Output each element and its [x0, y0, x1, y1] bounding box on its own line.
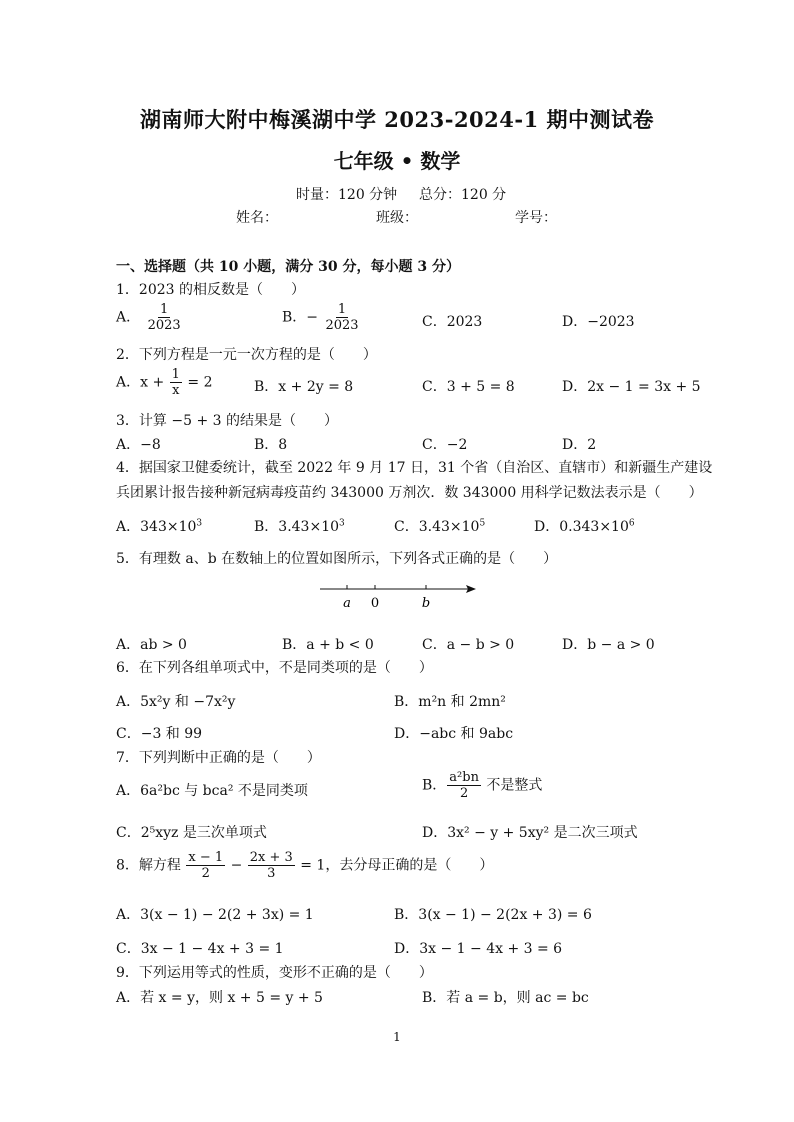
q6-stem: 6．在下列各组单项式中，不是同类项的是（ ）: [116, 660, 433, 676]
q7-b-fraction: [447, 770, 481, 801]
number-line-figure: [316, 580, 481, 616]
student-id-label: 学号：: [515, 210, 557, 226]
q8-f1-numerator: x − 1: [188, 850, 224, 865]
q8-option-c: C．3x − 1 − 4x + 3 = 1: [116, 941, 284, 957]
q8-stem: [116, 850, 493, 881]
q7-b-post: 不是整式: [481, 777, 543, 794]
q5-option-d: D．b − a > 0: [562, 637, 655, 653]
q1-b-denominator: 2023: [325, 318, 359, 333]
q4-option-b: [254, 516, 345, 536]
q4-b-label: B．: [254, 519, 279, 535]
exam-title: 湖南师大附中梅溪湖中学 2023-2024-1 期中测试卷: [139, 107, 655, 132]
exam-subtitle: 七年级 • 数学: [333, 149, 461, 173]
q3-stem: 3．计算 −5 + 3 的结果是（ ）: [116, 413, 338, 429]
q3-option-c: C．−2: [422, 437, 468, 453]
q4-a-base: 343×10: [140, 519, 197, 535]
q8-option-d: D．3x − 1 − 4x + 3 = 6: [394, 941, 563, 957]
q8-f2-numerator: 2x + 3: [249, 850, 293, 865]
q8-f1-denominator: 2: [201, 866, 210, 881]
q2-a-pre: x +: [140, 374, 169, 391]
q1-option-d: D．−2023: [562, 314, 635, 330]
page-number: 1: [393, 1030, 401, 1044]
q2-stem: 2．下列方程是一元一次方程的是（ ）: [116, 347, 377, 363]
q3-option-a: A．−8: [116, 437, 161, 453]
q2-a-post: = 2: [182, 374, 213, 391]
q7-option-b: [422, 770, 542, 801]
q8-fraction-2: [248, 850, 295, 881]
q8-fraction-1: [186, 850, 225, 881]
q4-b-base: 3.43×10: [278, 519, 340, 535]
q7-b-numerator: a²bn: [449, 770, 479, 785]
q7-b-label: B．: [422, 777, 447, 794]
q1-stem: 1．2023 的相反数是（ ）: [116, 282, 305, 298]
q3-option-d: D．2: [562, 437, 597, 453]
q1-b-label: B．: [282, 309, 307, 326]
q6-option-a: A．5x²y 和 −7x²y: [116, 694, 236, 710]
name-label: 姓名：: [236, 210, 278, 226]
q1-b-numerator: 1: [337, 302, 347, 317]
total-score: 总分：120 分: [419, 187, 507, 203]
q7-option-a: A．6a²bc 与 bca² 不是同类项: [116, 783, 308, 799]
axis-label-b: b: [421, 596, 431, 611]
q1-a-fraction: [146, 302, 183, 333]
q1-a-label: A．: [116, 309, 141, 326]
q7-option-c: C．2⁵xyz 是三次单项式: [116, 825, 267, 841]
q5-option-b: B．a + b < 0: [282, 637, 374, 653]
q8-stem-pre: 8．解方程: [116, 857, 186, 874]
q1-option-a: [116, 302, 184, 333]
q4-a-label: A．: [116, 519, 141, 535]
q1-a-denominator: 2023: [147, 318, 181, 333]
q4-c-base: 3.43×10: [418, 519, 480, 535]
q6-option-d: D．−abc 和 9abc: [394, 726, 514, 742]
q4-stem-line2: 兵团累计报告接种新冠病毒疫苗约 343000 万剂次．数 343000 用科学记数法表示是（ ）: [116, 485, 703, 501]
q4-a-exponent: 3: [196, 518, 203, 529]
q4-b-exponent: 3: [339, 518, 345, 529]
q5-stem: 5．有理数 a、b 在数轴上的位置如图所示，下列各式正确的是（ ）: [116, 551, 558, 567]
q2-a-fraction: [170, 367, 182, 398]
q1-option-b: [282, 302, 362, 333]
q2-a-denominator: x: [172, 383, 180, 398]
q9-stem: 9．下列运用等式的性质，变形不正确的是（ ）: [116, 965, 433, 981]
q4-c-exponent: 5: [479, 518, 486, 529]
q4-option-a: [116, 516, 202, 536]
class-label: 班级：: [376, 210, 418, 226]
q6-option-b: B．m²n 和 2mn²: [394, 694, 506, 710]
q8-stem-post: = 1，去分母正确的是（ ）: [295, 857, 494, 874]
q1-a-numerator: 1: [159, 302, 169, 317]
q8-option-b: B．3(x − 1) − 2(2x + 3) = 6: [394, 907, 592, 923]
q4-option-d: [534, 516, 635, 536]
q4-option-c: [394, 516, 485, 536]
q9-option-a: A．若 x = y，则 x + 5 = y + 5: [116, 990, 323, 1006]
q2-option-a: [116, 367, 212, 398]
q7-option-d: D．3x² − y + 5xy² 是二次三项式: [422, 825, 638, 841]
q2-option-b: B．x + 2y = 8: [254, 379, 354, 395]
section-heading: 一、选择题（共 10 小题，满分 30 分，每小题 3 分）: [116, 259, 460, 275]
q2-option-d: D．2x − 1 = 3x + 5: [562, 379, 701, 395]
q6-option-c: C．−3 和 99: [116, 726, 203, 742]
q4-d-base: 0.343×10: [559, 519, 629, 535]
q8-option-a: A．3(x − 1) − 2(2 + 3x) = 1: [116, 907, 314, 923]
q2-a-numerator: 1: [171, 367, 180, 382]
q8-f2-denominator: 3: [267, 866, 276, 881]
q2-option-c: C．3 + 5 = 8: [422, 379, 515, 395]
q2-a-label: A．: [116, 374, 141, 391]
axis-label-zero: 0: [370, 596, 380, 611]
q5-option-c: C．a − b > 0: [422, 637, 515, 653]
q4-d-exponent: 6: [628, 518, 635, 529]
q9-option-b: B．若 a = b，则 ac = bc: [422, 990, 589, 1006]
q7-stem: 7．下列判断中正确的是（ ）: [116, 750, 321, 766]
q7-b-denominator: 2: [459, 786, 469, 801]
q8-minus-sign: −: [230, 857, 243, 874]
q4-c-label: C．: [394, 519, 419, 535]
q4-stem-line1: 4．据国家卫健委统计，截至 2022 年 9 月 17 日，31 个省（自治区、直辖市）和新疆生产建设: [116, 460, 713, 476]
time-limit: 时量：120 分钟: [296, 187, 398, 203]
q4-d-label: D．: [534, 519, 560, 535]
q3-option-b: B．8: [254, 437, 288, 453]
q1-b-sign: −: [306, 309, 319, 326]
axis-label-a: a: [343, 596, 351, 611]
q1-b-fraction: [323, 302, 360, 333]
q1-option-c: C．2023: [422, 314, 483, 330]
q5-option-a: A．ab > 0: [116, 637, 187, 653]
